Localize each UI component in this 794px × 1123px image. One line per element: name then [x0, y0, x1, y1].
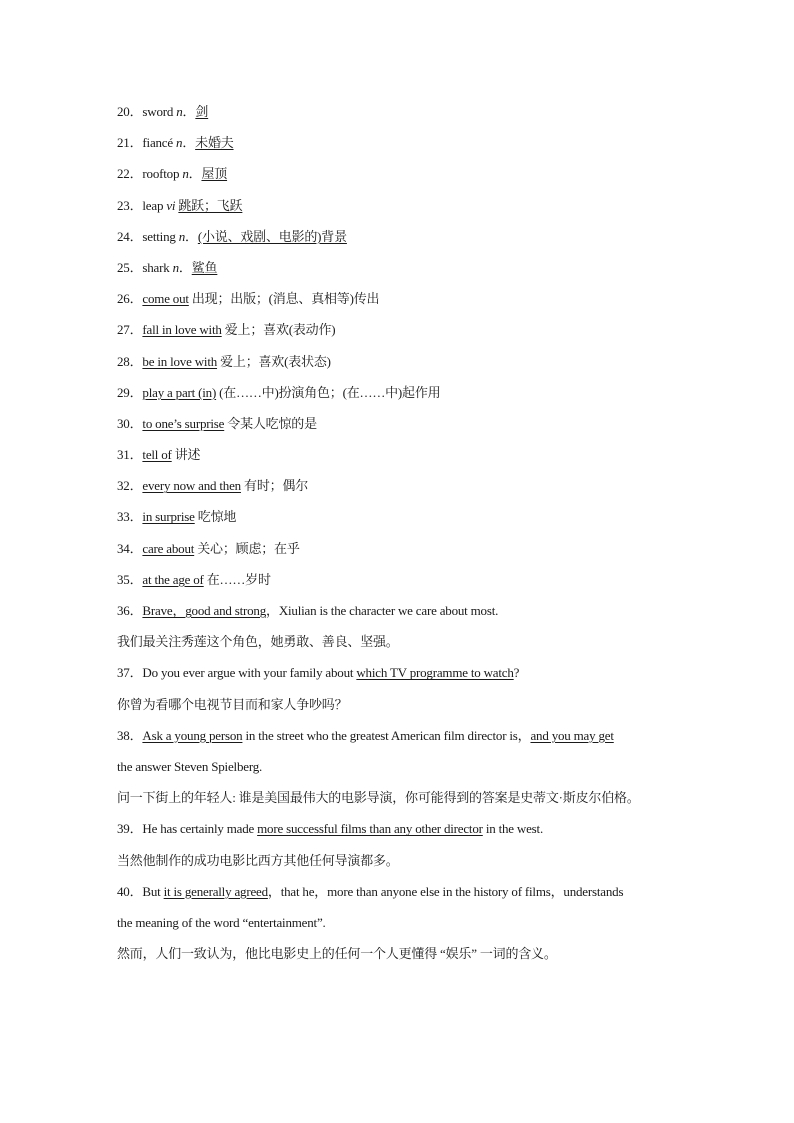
entry-text: 令某人吃惊的是 — [224, 415, 317, 431]
entry-text: 40．But — [117, 883, 164, 899]
answer-blank: come out — [142, 291, 189, 307]
entry-text: 在……岁时 — [203, 571, 271, 587]
entry-text: ． — [182, 104, 196, 119]
entry-29-line-1 — [117, 382, 687, 413]
entry-text: n — [176, 135, 183, 151]
entry-text: 然而，人们一致认为，他比电影史上的任何一个人更懂得 “娱乐” 一词的含义。 — [117, 946, 557, 962]
entry-text: 36． — [117, 603, 143, 618]
answer-blank: 未婚夫 — [195, 135, 234, 151]
entry-36-line-1 — [117, 600, 687, 631]
entry-24-line-1 — [117, 226, 687, 257]
entry-text: 34． — [117, 540, 143, 556]
answer-blank: to one’s surprise — [142, 415, 225, 431]
entry-text: ． — [188, 166, 202, 182]
entry-text: n — [178, 228, 186, 244]
entry-text: 讲述 — [171, 447, 201, 463]
entry-text: 20．sword — [117, 104, 177, 119]
entry-26-line-1 — [117, 288, 687, 319]
entry-text: 关心；顾虑；在乎 — [194, 540, 300, 556]
answer-blank: in surprise — [142, 509, 195, 525]
answer-blank: every now and then — [142, 478, 241, 494]
entry-40-line-1 — [117, 881, 687, 912]
answer-blank: tell of — [142, 447, 172, 463]
entry-text: ． — [182, 135, 196, 151]
answer-blank: be in love with — [142, 353, 218, 369]
answer-blank: it is generally agreed — [163, 883, 268, 899]
answer-blank: Brave，good and strong — [142, 603, 267, 618]
entry-text: 35． — [117, 571, 143, 587]
entry-text: 25．shark — [117, 259, 173, 275]
entry-36-line-2 — [117, 631, 687, 662]
entry-text: 33． — [117, 509, 143, 525]
answer-blank: 剑 — [195, 104, 209, 119]
entry-text: 38． — [117, 727, 143, 743]
answer-blank: fall in love with — [142, 322, 222, 338]
entry-text: 问一下街上的年轻人: 谁是美国最伟大的电影导演，你可能得到的答案是史蒂文·斯皮尔伯格。 — [117, 790, 640, 806]
answer-blank: Ask a young person — [142, 727, 243, 743]
entry-text: ． — [185, 228, 198, 244]
entry-text: 39．He has certainly made — [117, 821, 258, 837]
entry-text: 26． — [117, 291, 143, 307]
entry-text: the meaning of the word “entertainment”. — [117, 914, 326, 930]
entry-39-line-2 — [117, 850, 687, 881]
entry-text: 28． — [117, 353, 143, 369]
entry-text: 你曾为看哪个电视节目而和家人争吵吗？ — [117, 696, 348, 712]
entry-text: 爱上；喜欢(表动作) — [221, 322, 336, 338]
entry-text: ，that he，more than anyone else in the history of films，understands — [267, 883, 624, 899]
entry-text: ? — [513, 665, 520, 681]
entry-text: 23．leap — [117, 197, 167, 213]
entry-text: ，Xiulian is the character we care about most. — [266, 603, 499, 618]
entry-text: 我们最关注秀莲这个角色，她勇敢、善良、坚强。 — [117, 634, 399, 650]
answer-blank: and you may get — [530, 727, 614, 743]
entry-text: n — [172, 259, 179, 275]
entry-25-line-1 — [117, 257, 687, 288]
entry-text: 24．setting — [117, 228, 179, 244]
entry-21-line-1 — [117, 132, 687, 163]
entry-38-line-2 — [117, 756, 687, 787]
entry-text: 爱上；喜欢(表状态) — [217, 353, 331, 369]
entry-33-line-1 — [117, 506, 687, 537]
entry-text: (在……中)扮演角色；(在……中)起作用 — [216, 384, 441, 400]
answer-blank: at the age of — [142, 571, 204, 587]
entry-37-line-1 — [117, 662, 687, 693]
entry-text: vi — [166, 197, 176, 213]
answer-blank: which TV programme to watch — [356, 665, 514, 681]
entry-30-line-1 — [117, 413, 687, 444]
entry-text: n — [182, 166, 189, 182]
entry-text: the answer Steven Spielberg. — [117, 758, 263, 774]
answer-blank: 屋顶 — [201, 166, 228, 182]
entry-text: 37．Do you ever argue with your family about — [117, 665, 357, 681]
entry-22-line-1 — [117, 163, 687, 194]
entry-text: 吃惊地 — [194, 509, 237, 525]
entry-38-line-1 — [117, 725, 687, 756]
vocabulary-list — [117, 101, 687, 974]
entry-31-line-1 — [117, 444, 687, 475]
entry-text: 有时；偶尔 — [240, 478, 309, 494]
answer-blank: (小说、戏剧、电影的)背景 — [197, 228, 347, 244]
entry-text: 21．fiancé — [117, 135, 177, 151]
entry-text: 27． — [117, 322, 143, 338]
entry-32-line-1 — [117, 475, 687, 506]
entry-40-line-2 — [117, 912, 687, 943]
answer-blank: 跳跃；飞跃 — [178, 197, 243, 213]
entry-text: in the street who the greatest American film director is， — [242, 727, 531, 743]
entry-35-line-1 — [117, 569, 687, 600]
entry-34-line-1 — [117, 538, 687, 569]
entry-text: ． — [178, 259, 192, 275]
entry-20-line-1 — [117, 101, 687, 132]
entry-text: 29． — [117, 384, 143, 400]
answer-blank: more successful films than any other director — [257, 821, 483, 837]
entry-text: in the west. — [482, 821, 544, 837]
entry-text: 32． — [117, 478, 143, 494]
entry-39-line-1 — [117, 818, 687, 849]
answer-blank: play a part (in) — [142, 384, 217, 400]
entry-37-line-2 — [117, 694, 687, 725]
answer-blank: care about — [142, 540, 195, 556]
entry-27-line-1 — [117, 319, 687, 350]
answer-blank: 鲨鱼 — [191, 259, 218, 275]
entry-28-line-1 — [117, 351, 687, 382]
entry-23-line-1 — [117, 195, 687, 226]
entry-text: 31． — [117, 447, 143, 463]
entry-text: 30． — [117, 415, 143, 431]
entry-text: 出现；出版；(消息、真相等)传出 — [188, 291, 380, 307]
entry-38-line-3 — [117, 787, 687, 818]
entry-text: 当然他制作的成功电影比西方其他任何导演都多。 — [117, 852, 399, 868]
entry-text: n — [176, 104, 183, 119]
entry-text: 22．rooftop — [117, 166, 183, 182]
entry-40-line-3 — [117, 943, 687, 974]
